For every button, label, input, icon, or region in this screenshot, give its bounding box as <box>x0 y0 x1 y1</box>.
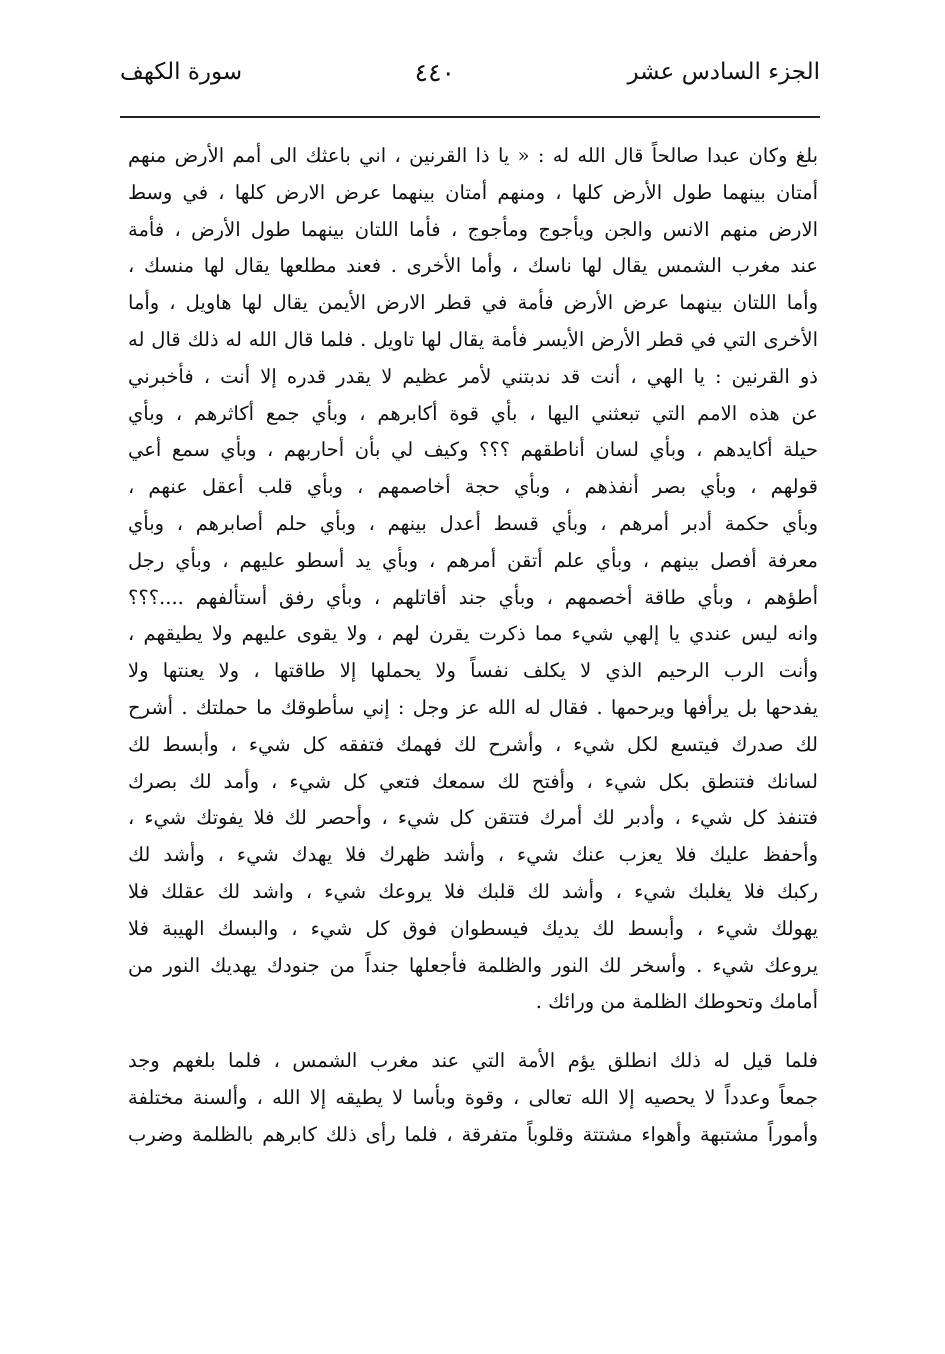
paragraph-1 <box>128 138 818 1021</box>
text-line: ذو القرنين : يا الهي ، أنت قد ندبتني لأمر عظيم لا يقدر قدره إلا أنت ، فأخبرني <box>128 364 818 388</box>
text-line: بلغ وكان عبدا صالحاً قال الله له : « يا ذا القرنين ، اني باعثك الى أمم الأرض منهم <box>128 144 818 167</box>
paragraph-2 <box>128 1043 818 1153</box>
header-divider <box>120 116 820 118</box>
text-line: وانه ليس عندي يا إلهي شيء مما ذكرت يقرن لهم ، ولا يقوى عليهم ولا يطيقهم ، <box>128 622 818 646</box>
text-line: وأما اللتان بينهما عرض الأرض فأمة في قطر الارض الأيمن يقال لها هاويل ، وأما <box>128 291 818 315</box>
text-line: الأخرى التي في قطر الأرض الأيسر فأمة يقال لها تاويل . فلما قال الله له ذلك قال له <box>128 327 818 351</box>
text-line: ركبك فلا يغلبك شيء ، وأشد لك قلبك فلا يروعك شيء ، واشد لك عقلك فلا <box>128 879 818 903</box>
text-line: وأنت الرب الرحيم الذي لا يكلف نفساً ولا يحملها إلا طاقتها ، ولا يعنتها ولا <box>128 659 818 683</box>
text-line: يروعك شيء . وأسخر لك النور والظلمة فأجعلها جنداً من جنودك يهديك النور من <box>128 953 818 977</box>
text-line: فتنفذ كل شيء ، وأدبر لك أمرك فتتقن كل شيء ، وأحصر لك فلا يفوتك شيء ، <box>128 806 818 830</box>
text-line: حيلة أكايدهم ، وبأي لسان أناطقهم ؟؟؟ وكيف لي بأن أحاربهم ، وبأي سمع أعي <box>128 438 818 462</box>
text-line: أمامك وتحوطك الظلمة من ورائك . <box>535 990 818 1014</box>
text-line: وأحفظ عليك فلا يعزب عنك شيء ، وأشد ظهرك فلا يهدك شيء ، وأشد لك <box>128 843 818 867</box>
text-line: معرفة أفصل بينهم ، وبأي علم أتقن أمرهم ، وبأي يد أسطو عليهم ، وبأي رجل <box>128 548 818 572</box>
text-line: يفدحها بل يرأفها ويرحمها . فقال له الله عز وجل : إني سأطوقك ما حملتك . أشرح <box>128 695 818 719</box>
text-line: عن هذه الامم التي تبعثني اليها ، بأي قوة أكابرهم ، وبأي جمع أكاثرهم ، وبأي <box>128 401 818 425</box>
page-header <box>120 52 820 92</box>
text-line: جمعاً وعدداً لا يحصيه إلا الله تعالى ، وقوة وبأسا لا يطيقه إلا الله ، وألسنة مختلفة <box>128 1085 818 1109</box>
page-number: ٤٤٠ <box>414 57 455 87</box>
text-line: لك صدرك فيتسع لكل شيء ، وأشرح لك فهمك فتفقه كل شيء ، وأبسط لك <box>128 732 818 756</box>
surah-title: سورة الكهف <box>120 59 243 85</box>
text-line: الارض منهم الانس والجن ويأجوج ومأجوج ، فأما اللتان بينهما طول الأرض ، فأمة <box>128 217 818 241</box>
text-line: أطؤهم ، وبأي طاقة أخصمهم ، وبأي جند أقاتلهم ، وبأي رفق أستألفهم ....؟؟؟ <box>128 585 818 609</box>
page-body <box>128 138 818 1154</box>
text-line: لسانك فتنطق بكل شيء ، وأفتح لك سمعك فتعي كل شيء ، وأمد لك بصرك <box>128 769 818 793</box>
part-title: الجزء السادس عشر <box>627 59 820 85</box>
text-line: فلما قيل له ذلك انطلق يؤم الأمة التي عند مغرب الشمس ، فلما بلغهم وجد <box>128 1049 818 1073</box>
text-line: وبأي حكمة أدبر أمرهم ، وبأي قسط أعدل بينهم ، وبأي حلم أصابرهم ، وبأي <box>128 511 818 535</box>
text-line: يهولك شيء ، وأبسط لك يديك فيسطوان فوق كل شيء ، والبسك الهيبة فلا <box>128 916 818 940</box>
text-line: أمتان بينهما طول الأرض كلها ، ومنهم أمتان بينهما عرض الارض كلها ، في وسط <box>128 180 818 204</box>
text-line: عند مغرب الشمس يقال لها ناسك ، وأما الأخرى . فعند مطلعها يقال لها منسك ، <box>128 254 818 278</box>
text-line: وأموراً مشتبهة وأهواء مشتتة وقلوباً متفرقة ، فلما رأى ذلك كابرهم بالظلمة وضرب <box>128 1122 818 1146</box>
text-line: قولهم ، وبأي بصر أنفذهم ، وبأي حجة أخاصمهم ، وبأي قلب أعقل عنهم ، <box>128 475 818 499</box>
